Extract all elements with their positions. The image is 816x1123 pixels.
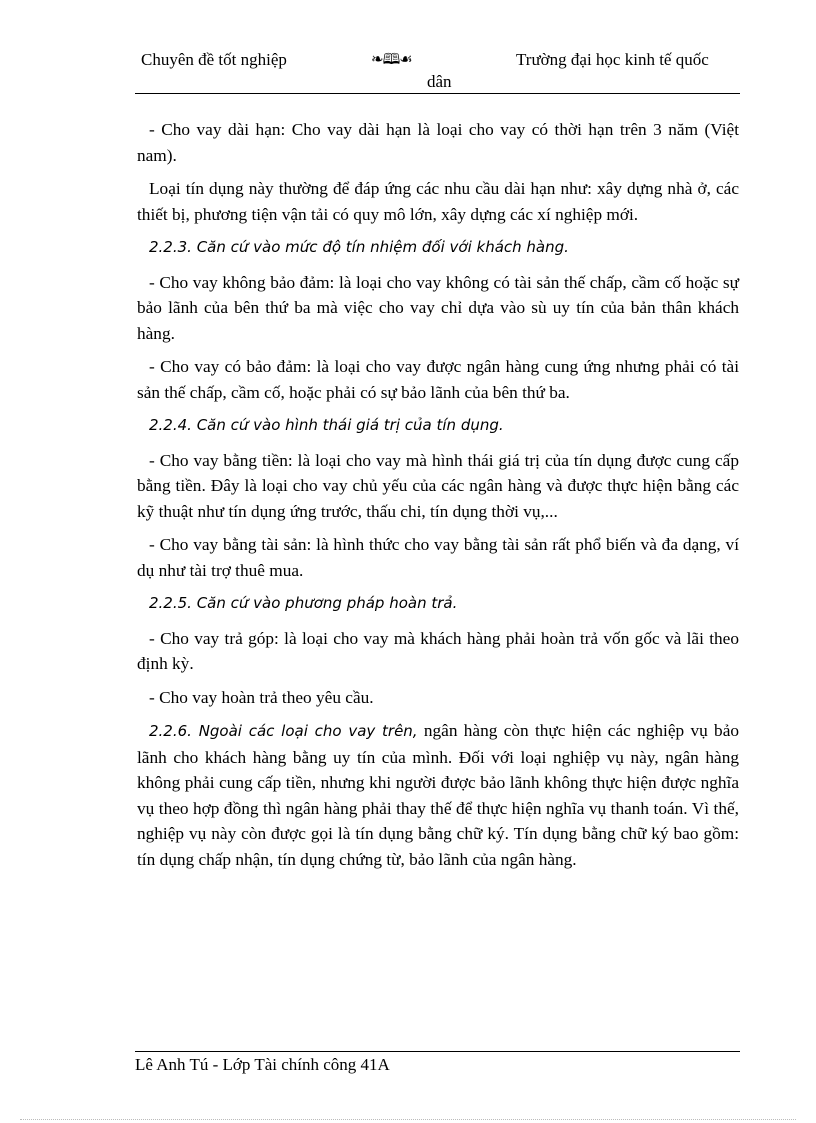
section-heading-2-2-3: 2.2.3. Căn cứ vào mức độ tín nhiệm đối với khách hàng. xyxy=(149,238,569,256)
section-heading-2-2-5: 2.2.5. Căn cứ vào phương pháp hoàn trả. xyxy=(149,594,458,612)
header-right-title-wrap: dân xyxy=(427,72,452,91)
paragraph-long-term-loan: - Cho vay dài hạn: Cho vay dài hạn là loại cho vay có thời hạn trên 3 năm (Việt nam). xyxy=(137,120,739,165)
paragraph-on-demand-loan: - Cho vay hoàn trả theo yêu cầu. xyxy=(149,687,374,707)
header-rule xyxy=(135,93,740,94)
body-text xyxy=(137,117,739,880)
paragraph-guarantee xyxy=(137,718,739,872)
page-edge-divider xyxy=(20,1119,796,1120)
footer-rule xyxy=(135,1051,740,1052)
paragraph-unsecured-loan: - Cho vay không bảo đảm: là loại cho vay không có tài sản thế chấp, cầm cố hoặc sự bảo lãnh của bên thứ ba mà việc cho vay chỉ dựa vào sù uy tín của bản thân khách hàng. xyxy=(137,272,739,343)
paragraph-secured-loan: - Cho vay có bảo đảm: là loại cho vay được ngân hàng cung ứng nhưng phải có tài sản thế chấp, cầm cố, hoặc phải có sự bảo lãnh của bên thứ ba. xyxy=(137,357,739,402)
book-ornament-icon: ❧🕮☙ xyxy=(371,52,412,68)
paragraph-installment-loan: - Cho vay trả góp: là loại cho vay mà khách hàng phải hoàn trả vốn gốc và lãi theo định kỳ. xyxy=(137,628,739,673)
section-heading-2-2-6: 2.2.6. Ngoài các loại cho vay trên, xyxy=(149,722,418,740)
header-right-title: Trường đại học kinh tế quốc xyxy=(516,50,709,69)
header-left-title: Chuyên đề tốt nghiệp xyxy=(141,50,287,69)
paragraph-cash-loan: - Cho vay bằng tiền: là loại cho vay mà hình thái giá trị của tín dụng được cung cấp bằng tiền. Đây là loại cho vay chủ yếu của các ngân hàng và được thực hiện bằng các kỹ thuật như tín dụng ứng trước, thấu chi, tín dụng thời vụ,... xyxy=(137,450,739,521)
page-header xyxy=(135,46,740,91)
paragraph-asset-loan: - Cho vay bằng tài sản: là hình thức cho vay bằng tài sản rất phổ biến và đa dạng, ví dụ như tài trợ thuê mua. xyxy=(137,535,739,580)
section-heading-2-2-4: 2.2.4. Căn cứ vào hình thái giá trị của tín dụng. xyxy=(149,416,504,434)
paragraph-long-term-purpose: Loại tín dụng này thường để đáp ứng các nhu cầu dài hạn như: xây dựng nhà ở, các thiết bị, phương tiện vận tải có quy mô lớn, xây dựng các xí nghiệp mới. xyxy=(137,179,739,224)
page-footer: Lê Anh Tú - Lớp Tài chính công 41A xyxy=(135,1055,390,1074)
paragraph-guarantee-text: ngân hàng còn thực hiện các nghiệp vụ bảo lãnh cho khách hàng bằng uy tín của mình. Đối với loại nghiệp vụ này, ngân hàng không phải cung cấp tiền, nhưng khi người được bảo lãnh không thực hiện được nghĩa vụ theo hợp đồng thì ngân hàng phải thay thế để thực hiện nghĩa vụ thanh toán. Vì thế, nghiệp vụ này còn được gọi là tín dụng bằng chữ ký. Tín dụng bằng chữ ký bao gồm: tín dụng chấp nhận, tín dụng chứng từ, bảo lãnh của ngân hàng. xyxy=(137,721,740,869)
